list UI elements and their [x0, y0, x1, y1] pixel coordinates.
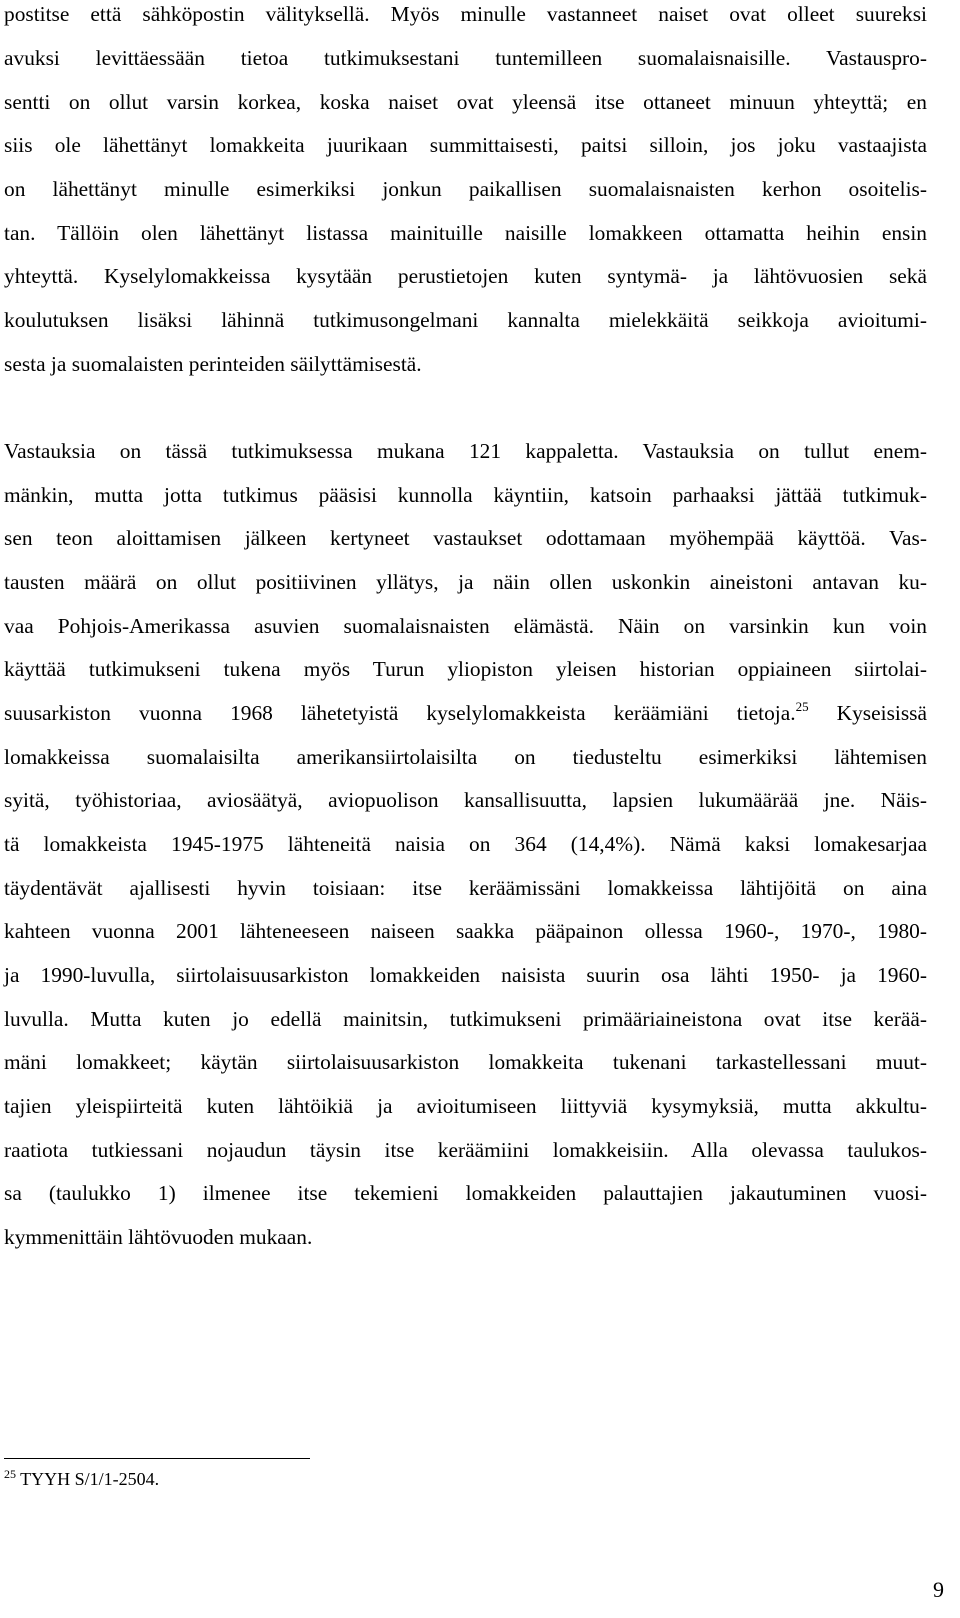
- text-line: avuksi levittäessään tietoa tutkimuksestani tuntemilleen suomalaisnaisille. Vastauspro-: [4, 46, 927, 70]
- text-line: sen teon aloittamisen jälkeen kertyneet vastaukset odottamaan myöhempää käyttöä. Vas-: [4, 526, 927, 550]
- footnote: [4, 1467, 159, 1493]
- text-line-with-footnote-ref: [4, 699, 927, 730]
- text-line: mänkin, mutta jotta tutkimus pääsisi kunnolla käyntiin, katsoin parhaaksi jättää tutkimuk-: [4, 483, 927, 507]
- text-line: tä lomakkeista 1945-1975 lähteneitä naisia on 364 (14,4%). Nämä kaksi lomakesarjaa: [4, 832, 927, 856]
- text-line: yhteyttä. Kyselylomakkeissa kysytään perustietojen kuten syntymä- ja lähtövuosien sekä: [4, 264, 927, 288]
- text-line: vaa Pohjois-Amerikassa asuvien suomalaisnaisten elämästä. Näin on varsinkin kun voin: [4, 614, 927, 638]
- footnote-reference: 25: [795, 699, 809, 714]
- line-text-after-ref: Kyseisissä: [808, 701, 927, 725]
- text-line: raatiota tutkiessani nojaudun täysin itse keräämiini lomakkeisiin. Alla olevassa taulukos-: [4, 1138, 927, 1162]
- text-line: sentti on ollut varsin korkea, koska naiset ovat yleensä itse ottaneet minuun yhteyttä; en: [4, 90, 927, 114]
- text-line: tajien yleispiirteitä kuten lähtöikiä ja avioitumiseen liittyviä kysymyksiä, mutta akkultu-: [4, 1094, 927, 1118]
- page-number: 9: [933, 1577, 944, 1602]
- text-line: postitse että sähköpostin välityksellä. Myös minulle vastanneet naiset ovat olleet suureksi: [4, 2, 927, 26]
- footnote-number: 25: [4, 1467, 16, 1481]
- text-line: koulutuksen lisäksi lähinnä tutkimusongelmani kannalta mielekkäitä seikkoja avioitumi-: [4, 308, 927, 332]
- text-line: syitä, työhistoriaa, aviosäätyä, aviopuolison kansallisuutta, lapsien lukumäärää jne. Näis-: [4, 788, 927, 812]
- text-line: lomakkeissa suomalaisilta amerikansiirtolaisilta on tiedusteltu esimerkiksi lähtemisen: [4, 745, 927, 769]
- text-line: luvulla. Mutta kuten jo edellä mainitsin, tutkimukseni primääriaineistona ovat itse kerää-: [4, 1007, 927, 1031]
- text-line: Vastauksia on tässä tutkimuksessa mukana 121 kappaletta. Vastauksia on tullut enem-: [4, 439, 927, 463]
- text-line: tan. Tällöin olen lähettänyt listassa mainituille naisille lomakkeen ottamatta heihin ensin: [4, 221, 927, 245]
- footnote-text: TYYH S/1/1-2504.: [16, 1469, 160, 1489]
- text-line: kymmenittäin lähtövuoden mukaan.: [4, 1225, 313, 1249]
- text-line: sa (taulukko 1) ilmenee itse tekemieni lomakkeiden palauttajien jakautuminen vuosi-: [4, 1181, 927, 1205]
- text-line: tausten määrä on ollut positiivinen yllätys, ja näin ollen uskonkin aineistoni antavan ku-: [4, 570, 927, 594]
- text-line: ja 1990-luvulla, siirtolaisuusarkiston lomakkeiden naisista suurin osa lähti 1950- ja 1960-: [4, 963, 927, 987]
- text-line: kahteen vuonna 2001 lähteneeseen naiseen saakka pääpainon ollessa 1960-, 1970-, 1980-: [4, 919, 927, 943]
- text-line: käyttää tutkimukseni tukena myös Turun yliopiston yleisen historian oppiaineen siirtolai-: [4, 657, 927, 681]
- text-line: täydentävät ajallisesti hyvin toisiaan: itse keräämissäni lomakkeissa lähtijöitä on aina: [4, 876, 927, 900]
- text-line: mäni lomakkeet; käytän siirtolaisuusarkiston lomakkeita tukenani tarkastellessani muut-: [4, 1050, 927, 1074]
- text-line: on lähettänyt minulle esimerkiksi jonkun paikallisen suomalaisnaisten kerhon osoitelis-: [4, 177, 927, 201]
- text-line: siis ole lähettänyt lomakkeita juurikaan summittaisesti, paitsi silloin, jos joku vastaajista: [4, 133, 927, 157]
- footnote-separator: [4, 1458, 310, 1459]
- text-line: sesta ja suomalaisten perinteiden säilyttämisestä.: [4, 352, 422, 376]
- line-text-before-ref: suusarkiston vuonna 1968 lähetetyistä kyselylomakkeista keräämiäni tietoja.: [4, 701, 796, 725]
